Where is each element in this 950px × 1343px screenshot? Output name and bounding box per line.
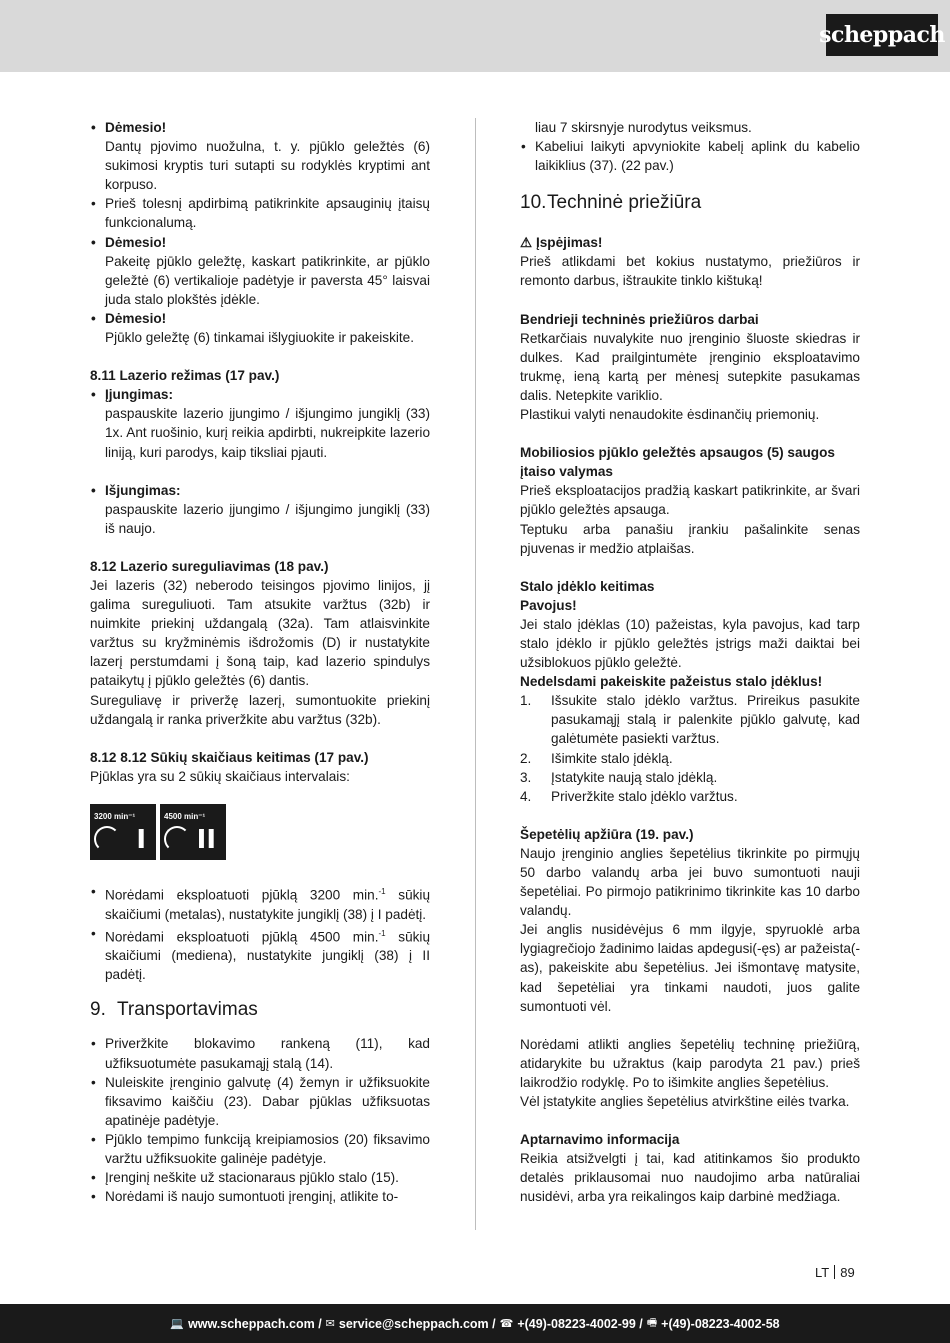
list-item (90, 1168, 430, 1187)
column-divider (475, 118, 476, 1230)
speed-setting-1 (90, 804, 156, 860)
step-text: Išimkite stalo įdėklą. (551, 750, 673, 766)
list-item (90, 309, 430, 347)
rotation-arrow-icon (94, 826, 120, 852)
text: Norėdami eksploatuoti pjūklą 4500 min. (105, 929, 379, 945)
list-item (520, 691, 860, 748)
section-number: 10. (520, 192, 547, 214)
paragraph: Jei stalo įdėklas (10) pažeistas, kyla pavojus, kad tarp stalo įdėklo ir pjūklo geležtės įstrigs maži daiktai bei užsiblokuos pjūklo geležtė. (520, 616, 860, 671)
attention-heading: • Dėmesio! (105, 120, 167, 135)
danger-label: Pavojus! (520, 597, 577, 613)
list-item (90, 1187, 430, 1206)
paragraph: Prieš tolesnį apdirbimą patikrinkite apsauginių įtaisų funkcionalumą. (105, 196, 430, 231)
warning-title: Įspėjimas! (535, 235, 603, 251)
text: sūkių skaičiumi (metalas), nustatykite jungiklį (38) į I padėtį. (105, 887, 431, 922)
subsection-heading: Šepetėlių apžiūra (19. pav.) (520, 826, 694, 842)
paragraph: Teptuku arba panašiu įrankiu pašalinkite senas pjuvenas ir medžio atplaišas. (520, 521, 860, 556)
list-item (90, 118, 430, 194)
subsection-heading: Stalo įdėklo keitimas (520, 578, 655, 594)
section-title: Transportavimas (117, 999, 258, 1021)
numbered-list (520, 691, 860, 806)
footer-bar (0, 1304, 950, 1343)
speed-roman: II (196, 824, 216, 855)
rotation-arrow-icon (164, 826, 190, 852)
fax-number: +(49)-08223-4002-58 (661, 1316, 780, 1331)
bold-instruction: Nedelsdami pakeiskite pažeistus stalo įdėklus! (520, 674, 823, 690)
paragraph: Plastikui valyti nenaudokite ėsdinančių priemonių. (520, 407, 820, 423)
paragraph: paspauskite lazerio įjungimo / išjungimo jungiklį (33) 1x. Ant ruošinio, kurį reikia apdirbti, nukreipkite lazerio liniją, kuri parodys, kaip tiksliai pjauti. (105, 406, 430, 460)
paragraph: Jei anglis nusidėvėjus 6 mm ilgyje, spyruoklė arba lygiagrečiojo žadinimo laidas apdegusi(-ęs) ar pažeista(-as), pakeiskite abu šepetėlius. Jei išmontavę matysite, kad šepetėliai yra tinkami naudoti, juos galite sumontuoti vėl. (520, 922, 860, 1014)
paragraph: Pjūklo geležtę (6) tinkamai išlygiuokite ir pakeiskite. (105, 330, 415, 346)
paragraph: Prieš atlikdami bet kokius nustatymo, priežiūros ir remonto darbus, ištraukite tinklo kištuką! (520, 254, 860, 289)
paragraph: Norėdami atlikti anglies šepetėlių techninę priežiūrą, atidarykite bu užraktus (kaip parodyta 21 pav.) prieš laikrodžio rodyklę. Po to išimkite anglies šepetėlius. (520, 1036, 860, 1090)
paragraph: Retkarčiais nuvalykite nuo įrenginio šluoste skiedras ir dulkes. Kad prailgintumėte įrenginio eksploatavimo trukmę, ieną kartą per mėnesį sutepkite pasukamas dalis. Netepkite variklio. (520, 330, 860, 403)
warning-icon: ⚠ (520, 235, 533, 251)
paragraph: Nuleiskite įrenginio galvutę (4) žemyn ir užfiksuokite fiksavimo kaiščiu (23). Dabar pjūklas užfiksuotas apatinėje padėtyje. (105, 1074, 430, 1128)
phone-number: +(49)-08223-4002-99 / (517, 1316, 643, 1331)
superscript: -1 (378, 928, 386, 938)
paragraph: Naujo įrenginio anglies šepetėlius tikrinkite po pirmųjų 50 darbo valandų arba jei buvo sumontuoti nauji šepetėliai. Po pirmojo patikrinimo tikrinkite kas 10 darbo valandų. (520, 845, 860, 919)
email-link[interactable]: service@scheppach.com / (338, 1316, 496, 1331)
paragraph: Vėl įstatykite anglies šepetėlius atvirkštine eilės tvarka. (520, 1094, 850, 1110)
subheading: • Išjungimas: (105, 482, 181, 498)
fax-icon: 🖷 (646, 1316, 658, 1329)
speed-label: 4500 min⁻¹ (164, 811, 206, 821)
step-number: 2. (520, 750, 532, 766)
page-number-value: 89 (840, 1265, 855, 1280)
step-text: Įstatykite naują stalo įdėklą. (551, 769, 718, 785)
website-link[interactable]: www.scheppach.com / (188, 1316, 322, 1331)
list-item (520, 137, 860, 175)
list-item (90, 194, 430, 232)
scheppach-logo: scheppach (826, 14, 938, 56)
paragraph: Pakeitę pjūklo geležtę, kaskart patikrinkite, ar pjūklo geležtė (6) vertikalioje padėtyje ir paversta 45° laisvai juda stalo plokštės įdėkle. (105, 253, 430, 307)
paragraph: Sureguliavę ir priveržę lazerį, sumontuokite priekinį uždangalą ir ranka priveržkite abu varžtus (32b). (90, 692, 430, 727)
phone-icon: ☎ (499, 1317, 514, 1330)
paragraph: Priveržkite blokavimo rankeną (11), kad užfiksuotumėte pasukamąjį stalą (14). (105, 1036, 430, 1071)
step-number: 3. (520, 769, 532, 785)
attention-heading: • Dėmesio! (105, 234, 167, 250)
attention-heading: • Dėmesio! (105, 310, 167, 326)
section-heading-10 (520, 191, 860, 215)
speed-selector-image (90, 804, 430, 860)
right-column (520, 118, 860, 1207)
subheading: • Įjungimas: (105, 387, 173, 403)
list-item (90, 1073, 430, 1130)
left-column (90, 118, 430, 1206)
list-item (90, 481, 430, 538)
computer-icon: 💻 (170, 1317, 185, 1330)
step-number: 1. (520, 693, 532, 709)
list-item (90, 924, 430, 985)
text: Norėdami eksploatuoti pjūklą 3200 min. (105, 887, 379, 903)
section-heading-9 (90, 998, 430, 1022)
speed-setting-2 (160, 804, 226, 860)
paragraph: Įrenginį neškite už stacionaraus pjūklo stalo (15). (105, 1170, 399, 1186)
superscript: -1 (378, 886, 386, 896)
list-item (90, 233, 430, 309)
paragraph: Prieš eksploatacijos pradžią kaskart patikrinkite, ar švari pjūklo geležtės apsauga. (520, 483, 860, 518)
text: sūkių skaičiumi (mediena), nustatykite jungiklį (38) į II padėtį. (105, 929, 431, 983)
paragraph: Norėdami iš naujo sumontuoti įrenginį, atlikite to- (105, 1189, 399, 1205)
list-item (520, 749, 860, 768)
speed-roman: I (136, 824, 146, 855)
section-heading-8-11: 8.11 Lazerio režimas (17 pav.) (90, 368, 280, 384)
section-number: 9. (90, 999, 106, 1021)
paragraph: Kabeliui laikyti apvyniokite kabelį aplink du kabelio laikiklius (37). (22 pav.) (535, 139, 860, 174)
step-text: Išsukite stalo įdėklo varžtus. Prireikus pasukite pasukamąjį stalą ir palenkite pjūklo galvutę, kad galėtumėte pasiekti varžtus. (551, 693, 860, 747)
header-bar (0, 0, 950, 72)
subsection-heading: Bendrieji techninės priežiūros darbai (520, 311, 759, 327)
paragraph: Dantų pjovimo nuožulna, t. y. pjūklo geležtės (6) sukimosi kryptis turi sutapti su rodyklės kryptimi ant korpuso. (105, 139, 430, 193)
subsection-heading: Mobiliosios pjūklo geležtės apsaugos (5) saugos įtaiso valymas (520, 445, 835, 480)
paragraph: liau 7 skirsnyje nurodytus veiksmus. (535, 120, 752, 135)
language-code: LT (815, 1265, 830, 1280)
page-number (815, 1265, 855, 1280)
paragraph: Pjūklo tempimo funkciją kreipiamosios (20) fiksavimo varžtu užfiksuokite galinėje padėtyje. (105, 1131, 430, 1166)
list-item (90, 1034, 430, 1072)
section-heading-speed: 8.12 8.12 Sūkių skaičiaus keitimas (17 pav.) (90, 749, 369, 765)
paragraph: Jei lazeris (32) neberodo teisingos pjovimo linijos, jį galima sureguliuoti. Tam atsukite varžtus (32b) ir nuimkite priekinį uždangalą (32a). Tam atlaisvinkite varžtus su kryžminėmis išdrožomis (D) ir nustatykite lazerį perstumdami į šoną taip, kad lazerio spindulys pataikytų į pjūklo geležtės (6) dantis. (90, 577, 430, 689)
paragraph: Reikia atsižvelgti į tai, kad atitinkamos šio produkto detalės priklausomai nuo naudojimo arba natūraliai nusidėvi, arba yra reikalingos kaip darbinė medžiaga. (520, 1151, 860, 1205)
list-item (90, 385, 430, 461)
warning-heading (520, 233, 860, 252)
list-item (90, 882, 430, 924)
speed-label: 3200 min⁻¹ (94, 811, 136, 821)
list-item (520, 787, 860, 806)
step-number: 4. (520, 788, 532, 804)
step-text: Priveržkite stalo įdėklo varžtus. (551, 788, 738, 804)
subsection-heading: Aptarnavimo informacija (520, 1132, 680, 1148)
list-item (520, 768, 860, 787)
list-item (90, 1130, 430, 1168)
section-title: Techninė priežiūra (547, 192, 702, 214)
section-heading-8-12: 8.12 Lazerio sureguliavimas (18 pav.) (90, 558, 329, 574)
mail-icon: ✉ (325, 1317, 335, 1330)
paragraph: paspauskite lazerio įjungimo / išjungimo jungiklį (33) iš naujo. (105, 501, 430, 536)
paragraph: Pjūklas yra su 2 sūkių skaičiaus intervalais: (90, 768, 350, 784)
